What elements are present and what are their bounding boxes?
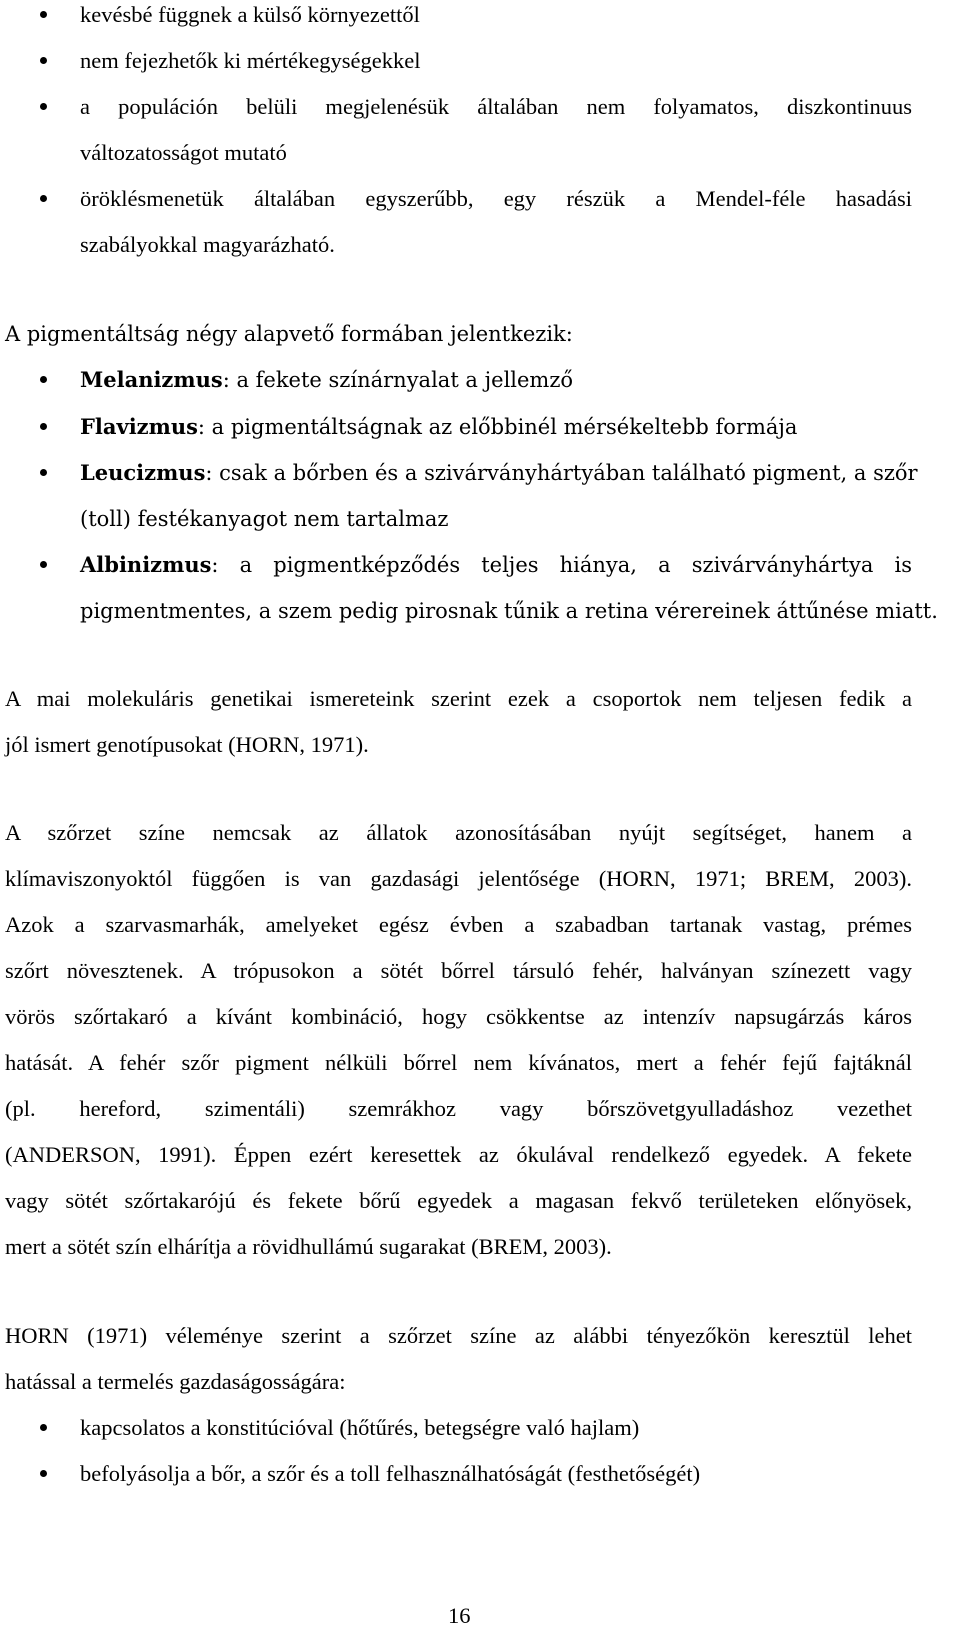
paragraph-line: (ANDERSON, 1991). Éppen ezért keresettek az ókulával rendelkező egyedek. A fekete <box>5 1142 912 1167</box>
pigment-intro: A pigmentáltság négy alapvető formában jelentkezik: <box>5 322 573 346</box>
paragraph-line: hatással a termelés gazdaságosságára: <box>5 1369 346 1394</box>
paragraph-line: vagy sötét szőrtakarójú és fekete bőrű egyedek a magasan fekvő területeken előnyösek, <box>5 1188 912 1213</box>
term-flavizmus: Flavizmus <box>80 414 198 439</box>
list-item-leucizmus <box>80 459 918 487</box>
list-item-flavizmus <box>80 413 797 441</box>
bullet-icon <box>40 376 47 383</box>
page-number: 16 <box>448 1603 471 1628</box>
list-item: öröklésmenetük általában egyszerűbb, egy részük a Mendel-féle hasadási <box>80 186 912 211</box>
bullet-icon <box>40 1470 47 1477</box>
list-item-continuation: pigmentmentes, a szem pedig pirosnak tűnik a retina vérereinek áttűnése miatt. <box>80 599 938 623</box>
term-melanizmus: Melanizmus <box>80 367 223 392</box>
list-item-continuation: szabályokkal magyarázható. <box>80 232 335 257</box>
bullet-icon <box>40 1424 47 1431</box>
term-leucizmus: Leucizmus <box>80 460 206 485</box>
bullet-icon <box>40 561 47 568</box>
definition-albinizmus: : a pigmentképződés teljes hiánya, a szivárványhártya is <box>211 553 912 577</box>
definition-melanizmus: : a fekete színárnyalat a jellemző <box>222 368 574 392</box>
bullet-icon <box>40 423 47 430</box>
paragraph-line: HORN (1971) véleménye szerint a szőrzet színe az alábbi tényezőkön keresztül lehet <box>5 1323 912 1348</box>
list-item: nem fejezhetők ki mértékegységekkel <box>80 48 421 73</box>
paragraph-line: jól ismert genotípusokat (HORN, 1971). <box>5 732 369 757</box>
list-item: kapcsolatos a konstitúcióval (hőtűrés, betegségre való hajlam) <box>80 1415 640 1440</box>
bullet-icon <box>40 57 47 64</box>
bullet-icon <box>40 103 47 110</box>
paragraph-line: A mai molekuláris genetikai ismereteink szerint ezek a csoportok nem teljesen fedik a <box>5 686 912 711</box>
bullet-icon <box>40 469 47 476</box>
bullet-icon <box>40 195 47 202</box>
definition-leucizmus: : csak a bőrben és a szivárványhártyában található pigment, a szőr <box>205 461 918 485</box>
paragraph-line: A szőrzet színe nemcsak az állatok azonosításában nyújt segítséget, hanem a <box>5 820 912 845</box>
paragraph-line: (pl. hereford, szimentáli) szemrákhoz vagy bőrszövetgyulladáshoz vezethet <box>5 1096 912 1121</box>
list-item: kevésbé függnek a külső környezettől <box>80 2 420 27</box>
definition-flavizmus: : a pigmentáltságnak az előbbinél mérsékeltebb formája <box>197 415 798 439</box>
list-item-continuation: változatosságot mutató <box>80 140 287 165</box>
paragraph-line: hatását. A fehér szőr pigment nélküli bőrrel nem kívánatos, mert a fehér fejű fajtáknál <box>5 1050 912 1075</box>
list-item-melanizmus <box>80 366 573 394</box>
paragraph-line: Azok a szarvasmarhák, amelyeket egész évben a szabadban tartanak vastag, prémes <box>5 912 912 937</box>
list-item-continuation: (toll) festékanyagot nem tartalmaz <box>80 507 449 531</box>
bullet-icon <box>40 11 47 18</box>
paragraph-line: szőrt növesztenek. A trópusokon a sötét bőrrel társuló fehér, halványan színezett vagy <box>5 958 912 983</box>
paragraph-line: mert a sötét szín elhárítja a rövidhullámú sugarakat (BREM, 2003). <box>5 1234 612 1259</box>
list-item: befolyásolja a bőr, a szőr és a toll felhasználhatóságát (festhetőségét) <box>80 1461 701 1486</box>
paragraph-line: klímaviszonyoktól függően is van gazdasági jelentősége (HORN, 1971; BREM, 2003). <box>5 866 912 891</box>
list-item: a populáción belüli megjelenésük általában nem folyamatos, diszkontinuus <box>80 94 912 119</box>
term-albinizmus: Albinizmus <box>80 552 212 577</box>
list-item-albinizmus <box>80 551 912 579</box>
paragraph-line: vörös szőrtakaró a kívánt kombináció, hogy csökkentse az intenzív napsugárzás káros <box>5 1004 912 1029</box>
